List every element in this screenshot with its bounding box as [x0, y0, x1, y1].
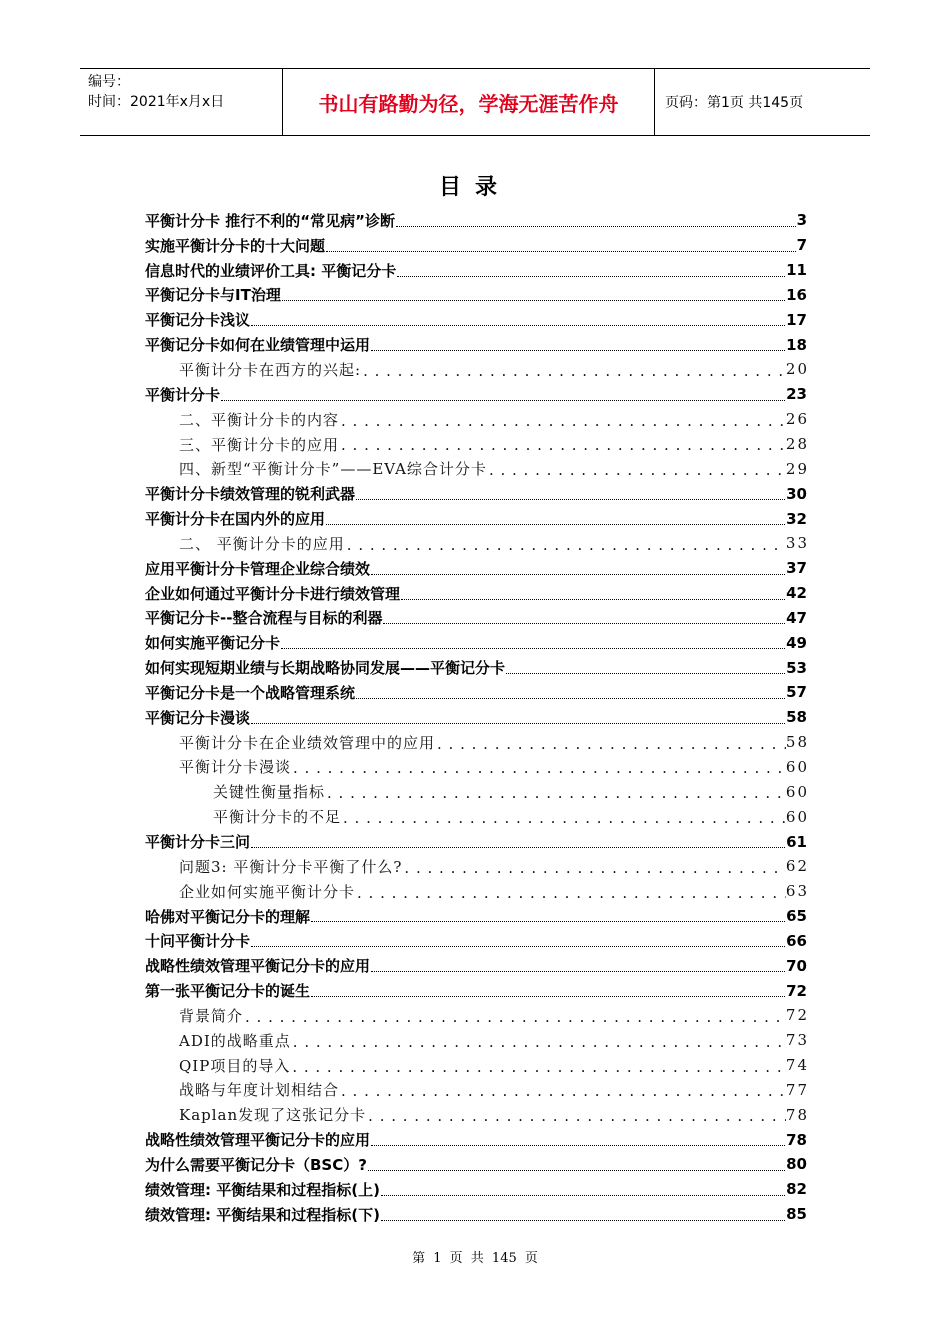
toc-entry[interactable]	[145, 755, 807, 780]
toc-dot-leader	[325, 506, 786, 531]
toc-entry-title: 如何实现短期业绩与长期战略协同发展——平衡记分卡	[145, 659, 506, 678]
toc-entry-page: 58	[786, 708, 807, 727]
toc-entry[interactable]	[145, 730, 807, 755]
toc-entry-title: 二、平衡计分卡的内容	[179, 410, 340, 429]
toc-entry-title: 战略性绩效管理平衡记分卡的应用	[145, 1131, 371, 1150]
header-number-label: 编号：	[88, 74, 130, 90]
toc-entry-page: 61	[786, 832, 807, 851]
toc-entry[interactable]	[145, 904, 807, 929]
toc-dot-leader	[355, 680, 786, 705]
toc-entry-page: 57	[786, 683, 807, 702]
toc-dot-leader	[310, 978, 786, 1003]
toc-entry-page: 60	[785, 782, 809, 801]
toc-entry-title: 信息时代的业绩评价工具: 平衡记分卡	[145, 261, 397, 280]
header-page-info: 页码：第1页 共145页	[665, 95, 804, 111]
toc-entry[interactable]	[145, 1078, 807, 1103]
toc-entry-page: 26	[785, 410, 809, 429]
toc-dot-leader	[310, 904, 786, 929]
toc-entry-page: 60	[785, 807, 809, 826]
toc-entry-page: 33	[785, 534, 809, 553]
toc-entry-title: 平衡记分卡浅议	[145, 311, 251, 330]
toc-entry-title: 企业如何通过平衡计分卡进行绩效管理	[145, 584, 401, 603]
toc-entry-page: 70	[786, 956, 807, 975]
toc-dot-leader	[367, 1152, 786, 1177]
toc-entry-page: 29	[785, 459, 809, 478]
toc-dot-leader	[243, 1003, 786, 1028]
header-date: 时间：2021年x月x日	[88, 94, 225, 110]
toc-entry-title: 平衡记分卡--整合流程与目标的利器	[145, 609, 383, 628]
toc-entry-page: 73	[785, 1031, 809, 1050]
toc-dot-leader	[370, 953, 786, 978]
toc-entry[interactable]	[145, 332, 807, 357]
toc-entry[interactable]	[145, 606, 807, 631]
toc-entry-page: 7	[796, 236, 807, 255]
toc-dot-leader	[290, 1053, 786, 1078]
toc-entry-title: 平衡计分卡在西方的兴起:	[179, 360, 362, 379]
toc-dot-leader	[339, 432, 786, 457]
toc-entry-title: 绩效管理: 平衡结果和过程指标(上)	[145, 1180, 380, 1199]
toc-entry-title: 二、 平衡计分卡的应用	[179, 534, 345, 553]
toc-entry-page: 47	[786, 608, 807, 627]
toc-dot-leader	[505, 655, 786, 680]
toc-entry-page: 77	[785, 1080, 809, 1099]
toc-entry[interactable]	[145, 283, 807, 308]
toc-entry-page: 66	[786, 931, 807, 950]
toc-entry-title: QIP项目的导入	[179, 1056, 291, 1075]
toc-entry-page: 78	[785, 1105, 809, 1124]
toc-entry-title: 平衡计分卡绩效管理的锐利武器	[145, 485, 356, 504]
toc-entry-page: 42	[786, 584, 807, 603]
toc-entry[interactable]	[145, 357, 807, 382]
toc-entry-title: 平衡计分卡在企业绩效管理中的应用	[179, 733, 436, 752]
toc-entry-page: 28	[785, 435, 809, 454]
toc-dot-leader	[355, 879, 786, 904]
toc-entry-title: 三、平衡计分卡的应用	[179, 435, 340, 454]
toc-dot-leader	[382, 606, 786, 631]
toc-entry[interactable]	[145, 481, 807, 506]
toc-entry[interactable]	[145, 233, 807, 258]
toc-entry-page: 18	[786, 335, 807, 354]
toc-entry[interactable]	[145, 879, 807, 904]
toc-entry[interactable]	[145, 531, 807, 556]
toc-entry-title: 十问平衡计分卡	[145, 932, 251, 951]
toc-entry-title: 实施平衡计分卡的十大问题	[145, 236, 326, 255]
toc-entry-page: 62	[785, 857, 809, 876]
toc-entry[interactable]	[145, 705, 807, 730]
header-meta	[80, 69, 283, 135]
toc-entry[interactable]	[145, 556, 807, 581]
toc-entry-page: 20	[785, 360, 809, 379]
toc-entry-page: 82	[786, 1180, 807, 1199]
toc-entry[interactable]	[145, 506, 807, 531]
toc-entry[interactable]	[145, 928, 807, 953]
toc-entry-title: 平衡记分卡与IT治理	[145, 286, 281, 305]
toc-entry[interactable]	[145, 307, 807, 332]
toc-dot-leader	[370, 1127, 786, 1152]
toc-entry[interactable]	[145, 1152, 807, 1177]
toc-entry-title: 平衡计分卡在国内外的应用	[145, 510, 326, 529]
toc-dot-leader	[380, 1177, 786, 1202]
toc-entry[interactable]	[145, 630, 807, 655]
toc-entry-page: 30	[786, 484, 807, 503]
toc-entry[interactable]	[145, 432, 807, 457]
toc-entry[interactable]	[145, 1202, 807, 1227]
toc-entry-page: 72	[786, 981, 807, 1000]
toc-entry-title: 战略性绩效管理平衡记分卡的应用	[145, 957, 371, 976]
toc-entry[interactable]	[145, 456, 807, 481]
toc-entry[interactable]	[145, 382, 807, 407]
toc-entry-page: 11	[786, 261, 807, 280]
toc-entry-page: 17	[786, 310, 807, 329]
toc-entry[interactable]	[145, 953, 807, 978]
toc-entry-page: 53	[786, 658, 807, 677]
toc-entry[interactable]	[145, 258, 807, 283]
toc-dot-leader	[402, 854, 785, 879]
toc-entry-page: 49	[786, 633, 807, 652]
toc-entry[interactable]	[145, 1102, 807, 1127]
toc-dot-leader	[487, 456, 786, 481]
toc-dot-leader	[280, 630, 786, 655]
toc-entry-title: 第一张平衡记分卡的诞生	[145, 982, 311, 1001]
toc-entry[interactable]	[145, 978, 807, 1003]
toc-entry-page: 80	[786, 1155, 807, 1174]
toc-entry[interactable]	[145, 655, 807, 680]
toc-entry[interactable]	[145, 1053, 807, 1078]
toc-dot-leader	[250, 928, 786, 953]
toc-entry-page: 65	[786, 907, 807, 926]
toc-entry[interactable]	[145, 1003, 807, 1028]
toc-dot-leader	[220, 382, 786, 407]
toc-entry[interactable]	[145, 1028, 807, 1053]
toc-entry-page: 74	[785, 1056, 809, 1075]
toc-dot-leader	[339, 407, 786, 432]
toc-entry[interactable]	[145, 407, 807, 432]
toc-entry-title: 为什么需要平衡记分卡（BSC）?	[145, 1155, 367, 1174]
toc-entry[interactable]	[145, 829, 807, 854]
toc-entry-title: 绩效管理: 平衡结果和过程指标(下)	[145, 1205, 380, 1224]
toc-dot-leader	[325, 233, 797, 258]
toc-entry-page: 32	[786, 509, 807, 528]
toc-entry-title: 平衡计分卡漫谈	[179, 758, 292, 777]
toc-dot-leader	[291, 1028, 786, 1053]
toc-entry[interactable]	[145, 854, 807, 879]
toc-dot-leader	[366, 1102, 786, 1127]
toc-entry-page: 3	[796, 211, 807, 230]
toc-entry-title: 平衡计分卡的不足	[213, 808, 342, 827]
toc-entry[interactable]	[145, 680, 807, 705]
toc-dot-leader	[361, 357, 786, 382]
toc-entry-title: 如何实施平衡记分卡	[145, 634, 281, 653]
toc-dot-leader	[341, 804, 786, 829]
toc-entry-title: 平衡记分卡是一个战略管理系统	[145, 683, 356, 702]
toc-dot-leader	[380, 1202, 786, 1227]
toc-entry-title: 平衡计分卡	[145, 385, 221, 404]
toc-entry-title: 战略与年度计划相结合	[179, 1081, 340, 1100]
toc-dot-leader	[370, 556, 786, 581]
toc-dot-leader	[291, 755, 786, 780]
toc-dot-leader	[325, 779, 786, 804]
toc-entry-page: 78	[786, 1130, 807, 1149]
toc-entry[interactable]	[145, 208, 807, 233]
page-footer: 第 1 页 共 145 页	[412, 1251, 538, 1266]
toc-dot-leader	[345, 531, 786, 556]
toc-entry-title: 应用平衡计分卡管理企业综合绩效	[145, 559, 371, 578]
toc-dot-leader	[339, 1078, 786, 1103]
toc-entry-title: 哈佛对平衡记分卡的理解	[145, 907, 311, 926]
toc-dot-leader	[400, 581, 786, 606]
toc-dot-leader	[250, 307, 786, 332]
toc-entry-page: 60	[785, 757, 809, 776]
toc-entry-page: 85	[786, 1205, 807, 1224]
table-of-contents	[145, 208, 807, 1227]
toc-dot-leader	[281, 283, 786, 308]
toc-entry-title: 平衡记分卡漫谈	[145, 708, 251, 727]
toc-entry[interactable]	[145, 1177, 807, 1202]
toc-entry-page: 16	[786, 285, 807, 304]
toc-entry-title: 平衡计分卡 推行不利的“常见病”诊断	[145, 211, 395, 230]
toc-entry-page: 37	[786, 559, 807, 578]
toc-dot-leader	[395, 208, 797, 233]
toc-entry-page: 58	[785, 733, 809, 752]
toc-entry-title: Kaplan发现了这张记分卡	[179, 1106, 367, 1125]
toc-entry-title: 平衡计分卡三问	[145, 833, 251, 852]
toc-entry[interactable]	[145, 779, 807, 804]
toc-entry-title: 背景简介	[179, 1006, 244, 1025]
toc-dot-leader	[370, 332, 786, 357]
toc-dot-leader	[250, 829, 786, 854]
page-header	[80, 68, 870, 136]
toc-entry[interactable]	[145, 581, 807, 606]
toc-entry[interactable]	[145, 1127, 807, 1152]
toc-entry-title: 关键性衡量指标	[213, 783, 326, 802]
toc-entry-title: ADI的战略重点	[179, 1031, 291, 1050]
toc-entry-page: 63	[785, 882, 809, 901]
toc-entry-page: 72	[785, 1006, 809, 1025]
toc-dot-leader	[435, 730, 786, 755]
toc-dot-leader	[396, 258, 786, 283]
toc-entry-title: 四、新型“平衡计分卡”——EVA综合计分卡	[179, 460, 487, 479]
toc-entry-title: 企业如何实施平衡计分卡	[179, 882, 356, 901]
header-motto: 书山有路勤为径，学海无涯苦作舟	[283, 69, 655, 135]
toc-title: 目录	[438, 175, 511, 200]
toc-dot-leader	[355, 481, 786, 506]
toc-dot-leader	[250, 705, 786, 730]
toc-entry-title: 平衡记分卡如何在业绩管理中运用	[145, 336, 371, 355]
toc-entry-page: 23	[786, 385, 807, 404]
toc-entry[interactable]	[145, 804, 807, 829]
toc-entry-title: 问题3: 平衡计分卡平衡了什么?	[179, 857, 403, 876]
